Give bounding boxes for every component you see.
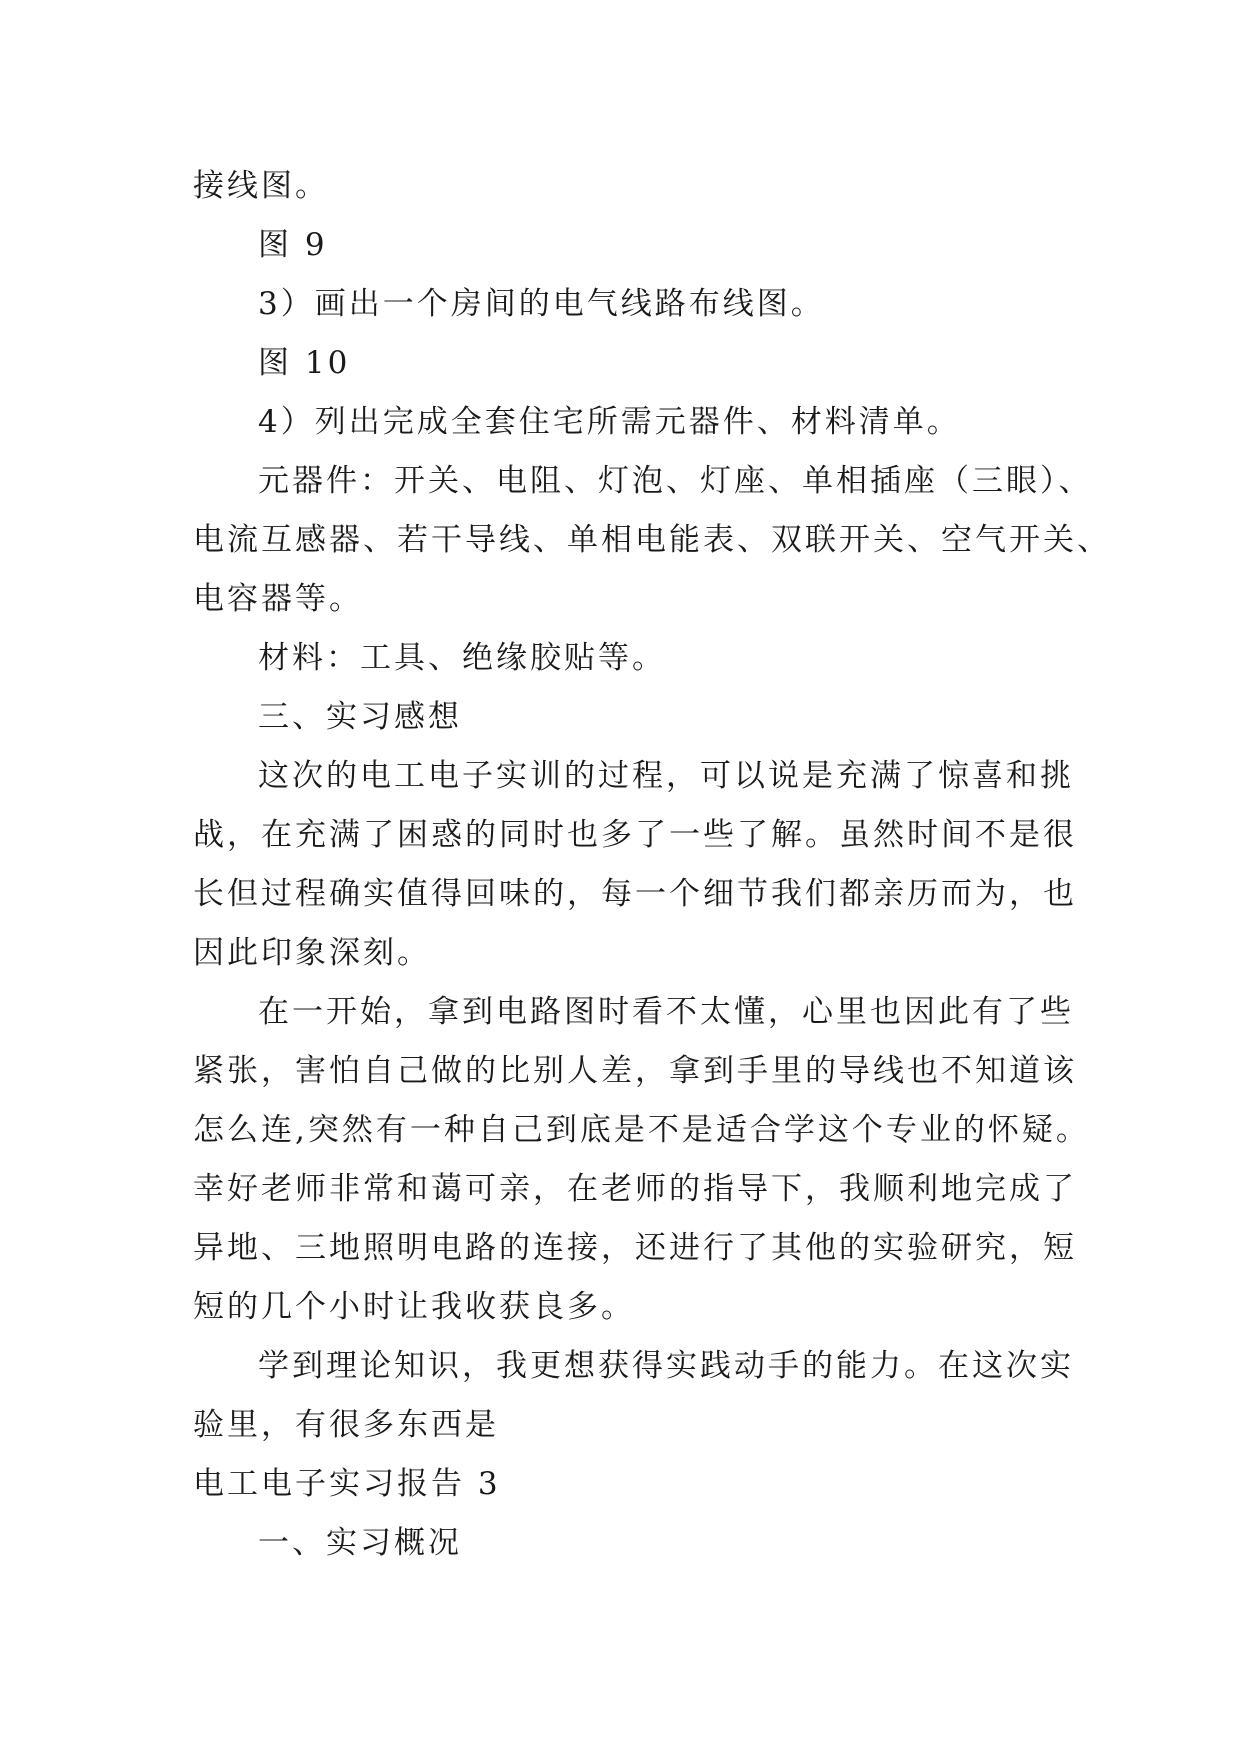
section-heading: 一、实习概况 [258, 1525, 462, 1561]
paragraph-line: 异地、三地照明电路的连接，还进行了其他的实验研究，短 [193, 1230, 1077, 1266]
paragraph-line: 材料：工具、绝缘胶贴等。 [258, 640, 666, 676]
paragraph-line: 这次的电工电子实训的过程，可以说是充满了惊喜和挑 [258, 758, 1074, 794]
paragraph-line: 电容器等。 [193, 581, 363, 617]
text-line: 接线图。 [193, 168, 329, 204]
paragraph-line: 元器件：开关、电阻、灯泡、灯座、单相插座（三眼）、 [258, 463, 1093, 499]
paragraph-line: 学到理论知识，我更想获得实践动手的能力。在这次实 [258, 1348, 1074, 1384]
paragraph-line: 战，在充满了困惑的同时也多了一些了解。虽然时间不是很 [193, 817, 1077, 853]
figure-caption: 图 10 [258, 345, 351, 381]
paragraph-line: 因此印象深刻。 [193, 935, 431, 971]
paragraph-line: 短的几个小时让我收获良多。 [193, 1289, 635, 1325]
paragraph-line: 电流互感器、若干导线、单相电能表、双联开关、空气开关、 [193, 522, 1111, 558]
paragraph-line: 长但过程确实值得回味的，每一个细节我们都亲历而为，也 [193, 876, 1077, 912]
paragraph-line: 幸好老师非常和蔼可亲，在老师的指导下，我顺利地完成了 [193, 1171, 1077, 1207]
list-item: 3）画出一个房间的电气线路布线图。 [258, 286, 825, 322]
list-item: 4）列出完成全套住宅所需元器件、材料清单。 [258, 404, 961, 440]
paragraph-line: 验里，有很多东西是 [193, 1407, 499, 1443]
paragraph-line: 在一开始，拿到电路图时看不太懂，心里也因此有了些 [258, 994, 1074, 1030]
paragraph-line: 紧张，害怕自己做的比别人差，拿到手里的导线也不知道该 [193, 1053, 1077, 1089]
section-heading: 三、实习感想 [258, 699, 462, 735]
figure-caption: 图 9 [258, 227, 328, 263]
paragraph-line: 怎么连,突然有一种自己到底是不是适合学这个专业的怀疑。 [193, 1112, 1090, 1148]
report-title: 电工电子实习报告 3 [193, 1466, 501, 1502]
